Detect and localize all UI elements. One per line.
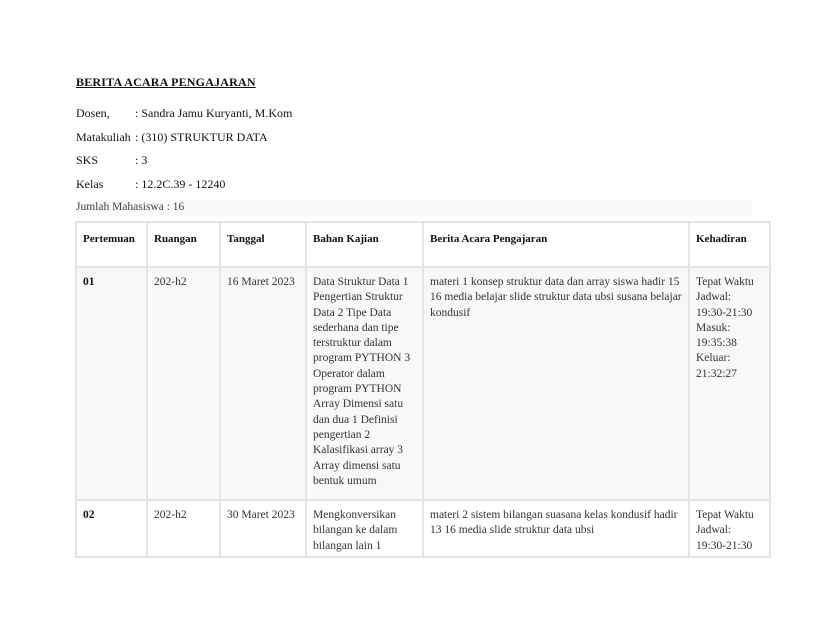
cell-room: 202-h2	[147, 267, 220, 500]
meta-value: : (310) STRUKTUR DATA	[135, 130, 268, 144]
cell-room: 202-h2	[147, 500, 220, 557]
table-row	[76, 500, 770, 557]
header-attendance: Kehadiran	[689, 222, 770, 267]
meta-label: SKS	[76, 153, 99, 167]
cell-topic: Mengkonversikan bilangan ke dalam bilangan lain 1	[306, 500, 423, 557]
teaching-report-table	[75, 221, 771, 558]
header-room: Ruangan	[147, 222, 220, 267]
cell-attendance: Tepat Waktu Jadwal: 19:30-21:30 Masuk: 19:35:38 Keluar: 21:32:27	[689, 267, 770, 500]
cell-report: materi 2 sistem bilangan suasana kelas kondusif hadir 13 16 media slide struktur data ubsi	[423, 500, 689, 557]
cell-meeting: 01	[76, 267, 147, 500]
header-date: Tanggal	[220, 222, 306, 267]
meta-value: : Sandra Jamu Kuryanti, M.Kom	[135, 106, 293, 120]
header-topic: Bahan Kajian	[306, 222, 423, 267]
student-count: Jumlah Mahasiswa : 16	[76, 199, 752, 216]
meta-label: Dosen,	[76, 106, 110, 120]
cell-report: materi 1 konsep struktur data dan array siswa hadir 15 16 media belajar slide struktur data ubsi susana belajar kondusif	[423, 267, 689, 500]
cell-meeting: 02	[76, 500, 147, 557]
meta-credits	[76, 153, 147, 168]
meta-value: : 12.2C.39 - 12240	[135, 177, 226, 191]
cell-date: 16 Maret 2023	[220, 267, 306, 500]
meta-class	[76, 177, 225, 192]
table-header-row	[76, 222, 770, 267]
cell-topic: Data Struktur Data 1 Pengertian Struktur Data 2 Tipe Data sederhana dan tipe terstruktur dalam program PYTHON 3 Operator dalam program PYTHON Array Dimensi satu dan dua 1 Definisi pengertian 2 Kalasifikasi array 3 Array dimensi satu bentuk umum	[306, 267, 423, 500]
meta-value: : 3	[135, 153, 148, 167]
meta-course	[76, 130, 268, 145]
meta-label: Matakuliah	[76, 130, 131, 144]
cell-attendance: Tepat Waktu Jadwal: 19:30-21:30	[689, 500, 770, 557]
table-row	[76, 267, 770, 500]
meta-label: Kelas	[76, 177, 104, 191]
cell-date: 30 Maret 2023	[220, 500, 306, 557]
document-title: BERITA ACARA PENGAJARAN	[76, 75, 256, 89]
header-report: Berita Acara Pengajaran	[423, 222, 689, 267]
header-meeting: Pertemuan	[76, 222, 147, 267]
meta-lecturer	[76, 106, 292, 121]
